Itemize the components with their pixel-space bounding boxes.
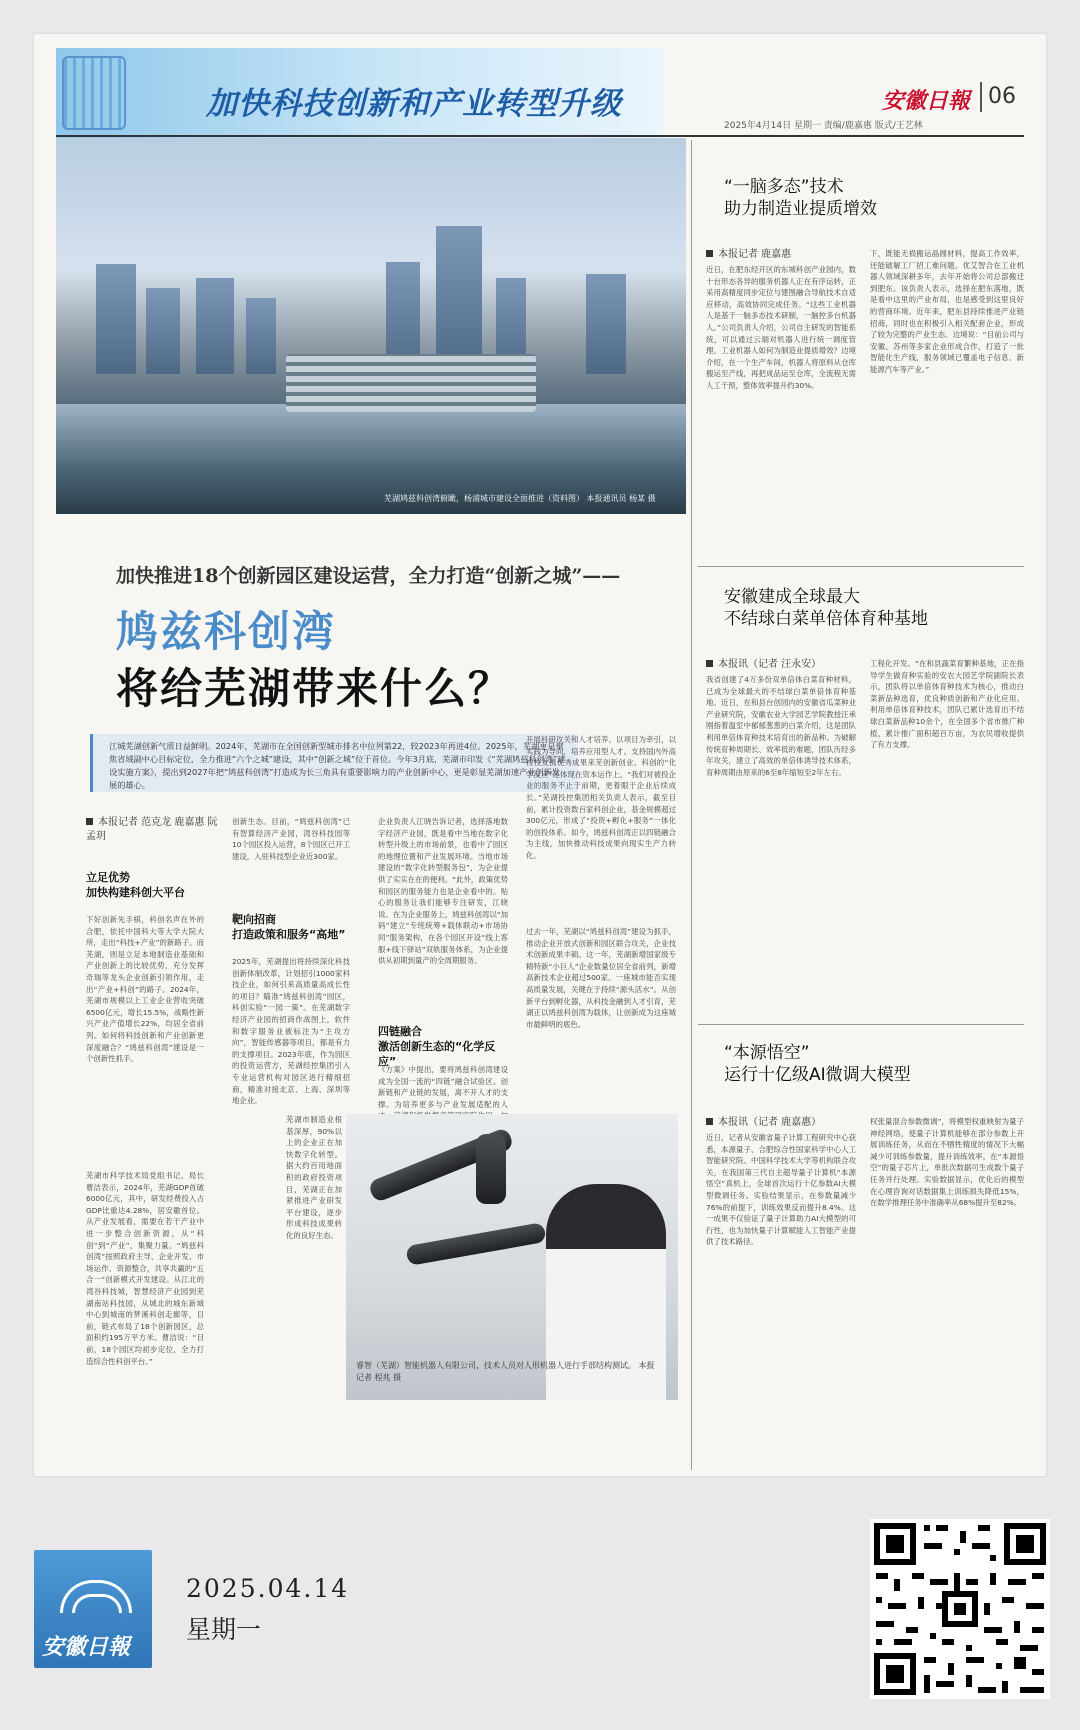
column-divider — [691, 140, 692, 1470]
lead-byline — [86, 816, 226, 844]
qr-pattern — [870, 1519, 1050, 1699]
chip-icon — [62, 56, 126, 130]
logo-text: 安徽日報 — [42, 1634, 131, 1660]
section-banner — [56, 48, 664, 138]
lead-headline-blue: 鸠兹科创湾 — [116, 607, 337, 656]
article-column: 下好创新先手棋，科创名声在外的合肥，依托中国科大等大学大院大所，走出“科技+产业”的新路子。而芜湖，则是立足本地制造业基础和产业创新上的比较优势，充分发挥奇瑞等龙头企业创新引领作用，走出“产业+科创”的路子。2024年，芜湖市规模以上工业企业营收突破6500亿元，增长15.5%，战略性新兴产业产值增长22%，均居全省前列。如何将科技创新和产业创新更深度融合？“鸠兹科创湾”建设是一个创新性抓手。 — [86, 915, 204, 1064]
story-divider — [698, 566, 1024, 567]
article-column: 过去一年，芜湖以“鸠兹科创湾”建设为抓手，推动企业开放式创新和园区联合攻关，企业技术创新成果丰硕。这一年，芜湖新增国家级专精特新“小巨人”企业数量位居全省前列，新增高新技术企业超过500家。一座城市能否实现高质量发展，关键在于持续“源头活水”。从创新平台到孵化器，从科技金融到人才引育，芜湖正以鸠兹科创湾为载体，让创新成为这座城市最鲜明的底色。 — [526, 927, 676, 1029]
building — [96, 264, 136, 374]
article-column: 《方案》中提出，要将鸠兹科创湾建设成为全国一流的“四链”融合试验区。创新链和产业链的发展，离不开人才的支撑。为培养更多与产业发展适配的人 — [378, 1065, 508, 1109]
newspaper-page — [34, 34, 1046, 1476]
byline-text: 本报讯（记者 汪永安） — [718, 659, 822, 670]
story-byline — [706, 1116, 856, 1130]
robot-hand — [476, 1134, 506, 1204]
lead-summary: 江城芜湖创新气质日益鲜明。2024年，芜湖市在全国创新型城市排名中位列第22，较2023年再进4位。2025年，芜湖更是聚焦省域副中心目标定位，全力推进“六个之城”建设，其中“创新之城”位于首位。今年3月底，芜湖市印发《“芜湖鸠兹科创湾”建设实施方案》，提出到2027年把“鸠兹科创湾”打造成为长三角具有重要影响力的产业创新中心，更是彰显芜湖加速产业创新发展的雄心。 — [90, 734, 578, 792]
byline-text: 本报记者 范克龙 鹿嘉惠 阮孟玥 — [86, 817, 218, 842]
dateline: 2025年4月14日 星期一 责编/鹿嘉惠 版式/王艺林 — [724, 121, 923, 131]
lead-headline-black: 将给芜湖带来什么？ — [116, 664, 513, 713]
subhead-3: 四链融合 激活创新生态的“化学反应” — [378, 1025, 496, 1068]
story-title: “一脑多态”技术 助力制造业提质增效 — [724, 177, 877, 219]
article-column: 芜湖市科学技术局党组书记、局长曹洁表示，2024年，芜湖GDP首破6000亿元，其中，研发经费投入占GDP比重达4.28%，居安徽首位。从产业发展看，需要在若干产业中进一步整合创新资源，从“科创”到“产业”，集聚力量。“鸠兹科创湾”按照政府主导、企业开发、市场运作、资源整合，共享共赢的“五合一”创新模式开发建设。从江北的湾谷科技城，智慧经济产业园到芜湖南站科技园，从城北的城东新城中心到城南的梦溪科创走廊等，目前，链式布局了18个创新园区，总面积约195万平方米。曹洁说：“目前，18个园区均初步定位，全力打造综合性科创平台。” — [86, 1171, 204, 1366]
robot-arm — [405, 1222, 546, 1266]
article-column: 下，既能无损搬运晶圆材料，提高工作效率，还能破解工厂招工难问题。优艾智合在工业机器人领域深耕多年，去年开始将公司总部搬迁到肥东。该负责人表示，选择在肥东落地，既是看中这里的产业布局，也是感受到这里良好的营商环境。近年来，肥东县持续推进产业链招商，同时也在积极引入相关配套企业，形成了较为完整的产业生态。边境说：“目前公司与安徽、苏州等多家企业形成合作，打造了一批智能化生产线，服务领域已覆盖电子信息、新能源汽车等产业。” — [870, 249, 1024, 374]
building — [586, 274, 626, 374]
article-column: 近日，在肥东经开区的东城科创产业园内，数十台形态各异的服务机器人正在有序运转，正采用高精度同步定位与建图融合导航技术自适应移动，高效协同完成任务。“这些工业机器人是基于一脑多态技术研制，一脑控多台机器人。”公司负责人介绍，公司自主研发的智能系统，可以通过云端对机器人进行统一调度管理。工业机器人如何为制造业提质增效？边境介绍，在一个生产车间，机器人将原料从仓库搬运至产线，再把成品运至仓库，全流程无需人工干预，整体效率提升约30%。 — [706, 265, 856, 390]
article-column: 工程化开发。“在和县蔬菜育繁种基地，正在指导学生做育种实验的安农大园艺学院副院长表示，团队将以单倍体育种技术为核心，推动白菜新品种选育，优良种质创新和产业化应用。利用单倍体育种技术，团队已累计选育出不结球白菜新品种10余个，在全国多个省市推广种植，累计推广面积超百万亩，为农民增收提供了有力支撑。 — [870, 659, 1024, 750]
lead-kicker: 加快推进18个创新园区建设运营，全力打造“创新之城”—— — [116, 565, 621, 587]
campus-photo — [56, 138, 686, 514]
subhead-1: 立足优势 加快构建科创大平台 — [86, 871, 185, 899]
story-title: “本源悟空” 运行十亿级AI微调大模型 — [724, 1043, 911, 1085]
building — [246, 298, 276, 374]
masthead-divider — [980, 82, 982, 112]
article-column: 我省创建了4万多份双单倍体白菜育种材料，已成为全球最大的不结球白菜单倍体育种基地。近日，在和县台创园内的安徽省瓜菜种业产业研究院，安徽农业大学园艺学院教授汪承刚指着温室中郁郁葱葱的白菜介绍，这是团队利用单倍体育种技术培育出的新品种。为破解传统育种周期长、效率低的难题，团队历经多年攻关，建立了高效的单倍体诱导技术体系，育种周期由原来的6至8年缩短至2年左右。 — [706, 675, 856, 777]
building — [196, 278, 234, 374]
article-column: 开展科研攻关和人才培养。以项目为牵引，以实践为导向，培养应用型人才。支持国内外高校校友携优秀成果来芜创新创业。科创的“化学反应”还体现在资本运作上。“我们对被投企业的服务不止于前期，更着眼于企业后续成长。”芜湖投控集团相关负责人表示，截至目前，累计投资数百家科创企业，基金规模超过300亿元，形成了“投资+孵化+服务”一体化的创投体系。如今，鸠兹科创湾正以四链融合为主线，加快推动科技成果向现实生产力转化。 — [526, 735, 676, 860]
building — [146, 288, 180, 374]
byline-text: 本报讯（记者 鹿嘉惠） — [718, 1117, 822, 1128]
header-rule — [56, 135, 1024, 137]
story-byline — [706, 248, 856, 262]
publication-logo — [34, 1550, 152, 1668]
footer-date: 2025.04.14 — [186, 1574, 350, 1603]
robot-photo — [346, 1114, 678, 1400]
article-column: 企业负责人江晓告诉记者，选择落地数字经济产业园，既是看中当地在数字化转型升级上的市场前景，也看中了园区的地理位置和产业发展环境。当地市场建设的“数字化转型服务包”，为企业提供了实实在在的便利。“此外，政策优势和园区的服务能力也是企业看中的。贴心的服务让我们能够专注研发，江晓说。在为企业服务上，鸠兹科创湾以“加码”建立“专班统筹+载体联动+市场协同”服务架构，在各个园区开设“线上客服+线下驿站”双轨服务体系，为企业提供从初期到量产的全周期服务。 — [378, 817, 508, 966]
page-number: 06 — [988, 84, 1016, 109]
article-column: 芜湖市制造业根基深厚，90%以上的企业正在加快数字化转型。据大约百用地面积的政府投资项目，芜湖正在加紧推进产业研发平台建设，逐步形成科技成果转化的良好生态。 — [286, 1115, 342, 1240]
story-divider — [698, 1024, 1024, 1025]
footer-weekday: 星期一 — [186, 1615, 262, 1644]
subhead-2: 靶向招商 打造政策和服务“高地” — [232, 913, 346, 941]
photo-caption: 睿智（芜湖）智能机器人有限公司，技术人员对人形机器人进行手部结构测试。 本报记者 程兆 摄 — [356, 1361, 655, 1382]
article-column: 创新生态。目前，“鸠兹科创湾”已有智算经济产业园，湾谷科技园等10个园区投入运营，8个园区已开工建设，入驻科技型企业近300家。 — [232, 817, 350, 861]
byline-text: 本报记者 鹿嘉惠 — [718, 249, 792, 260]
article-column: 2025年，芜湖提出将持续深化科技创新体制改革，计划招引1000家科技企业，如何引来高质量高成长性的项目？瞄准“鸠兹科创湾”园区，科创实验“一园一策”。在芜湖数字经济产业园的招商作战图上，软件和数字服务业被标注为“主攻方向”，智能传感器等项目，都是有力的支撑项目。2023年底，作为园区的投资运营方，芜湖经控集团引入专业运营机构对园区进行精细招商，精准对接北京、上海、深圳等地企业。 — [232, 957, 350, 1106]
article-column: 近日，记者从安徽省量子计算工程研究中心获悉，本源量子、合肥综合性国家科学中心人工智能研究院、中国科学技术大学等机构联合攻关，在我国第三代自主超导量子计算机“本源悟空”真机上，全球首次运行十亿参数AI大模型微调任务。实验结果显示，在参数量减少76%的前提下，训练效果反而提升8.4%。这一成果不仅验证了量子计算助力AI大模型的可行性，也为加快量子计算赋能人工智能产业提供了技术路径。 — [706, 1133, 856, 1247]
publication-name: 安徽日報 — [882, 88, 971, 114]
qr-code[interactable] — [870, 1519, 1050, 1699]
section-title: 加快科技创新和产业转型升级 — [206, 86, 622, 122]
campus-building — [286, 354, 536, 412]
story-byline — [706, 658, 856, 672]
photo-caption: 芜湖鸠兹科创湾俯瞰，杨浦城市建设全面推进（资料图） 本报通讯员 杨某 摄 — [384, 494, 656, 503]
building — [436, 226, 482, 374]
story-title: 安徽建成全球最大 不结球白菜单倍体育种基地 — [724, 587, 928, 629]
article-column: 权张量混合参数微调”，将模型权重映射为量子神经网络，使量子计算机能够在部分参数上开展训练任务，从而在不牺牲精度的情况下大幅减少可训练参数量，提升训练效率。在“本源悟空”的量子芯片上，单批次数据可生成数个量子任务并行处理。实验数据显示，优化后的模型在心理咨询对话数据集上训练损失降低15%，在数学推理任务中准确率从68%提升至82%。 — [870, 1117, 1024, 1208]
